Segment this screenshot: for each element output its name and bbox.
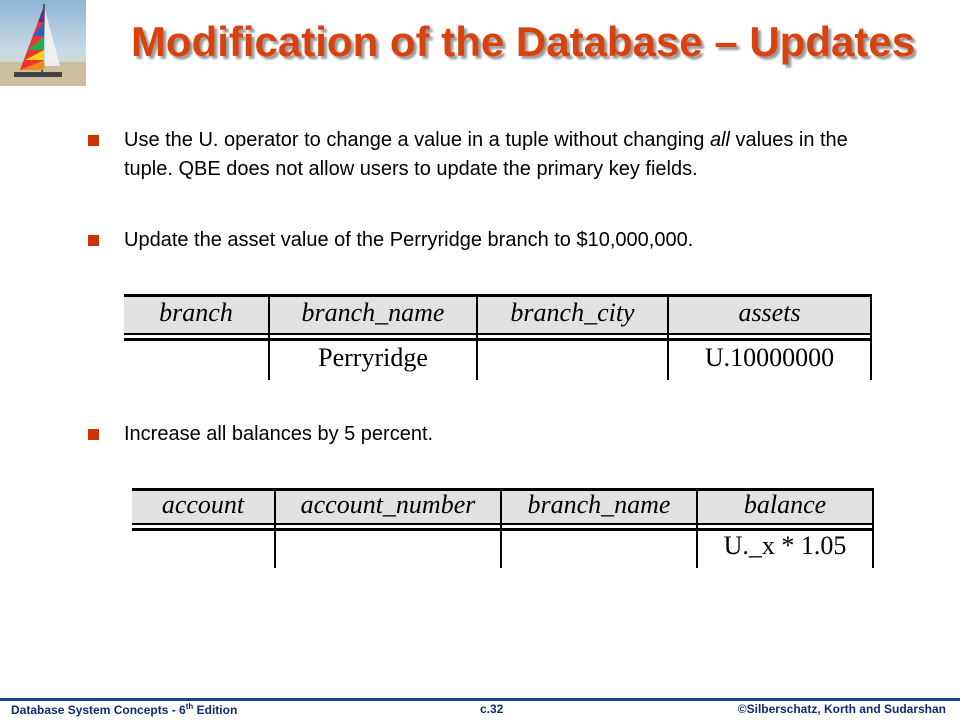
table-header-cell: account xyxy=(161,490,245,519)
bullet-text: Use the U. operator to change a value in a tuple without changing all values in the tuple. QBE does not allow users to update the primary key fields. xyxy=(124,129,848,180)
table-header-cell: branch xyxy=(159,298,233,327)
bullet-text: Update the asset value of the Perryridge branch to $10,000,000. xyxy=(124,229,694,251)
bullet-item xyxy=(88,126,858,184)
table-header-cell: account_number xyxy=(300,490,476,519)
square-bullet-icon xyxy=(88,429,99,440)
footer-rule xyxy=(0,698,960,701)
account-qbe-table xyxy=(132,488,874,568)
slide-title: Modification of the Database – Updates xyxy=(130,18,916,65)
table-cell: U._x * 1.05 xyxy=(723,531,847,560)
square-bullet-icon xyxy=(88,135,99,146)
sailboat-logo-image xyxy=(0,0,86,86)
branch-qbe-table xyxy=(124,294,872,380)
table-header-cell: branch_city xyxy=(510,298,635,327)
table-cell: U.10000000 xyxy=(704,343,835,372)
table-header-cell: branch_name xyxy=(301,298,445,327)
footer-copyright: ©Silberschatz, Korth and Sudarshan xyxy=(737,702,946,716)
table-cell: Perryridge xyxy=(318,343,428,372)
bullet-text: Increase all balances by 5 percent. xyxy=(124,423,434,445)
table-header-cell: balance xyxy=(743,490,827,519)
table-header-cell: branch_name xyxy=(527,490,671,519)
footer-book-title: Database System Concepts - 6th Edition xyxy=(11,702,238,717)
table-header-cell: assets xyxy=(738,298,801,327)
square-bullet-icon xyxy=(88,235,99,246)
slide-footer xyxy=(0,698,960,720)
footer-page-number: c.32 xyxy=(480,702,504,716)
bullet-item xyxy=(88,420,858,449)
bullet-item xyxy=(88,226,858,255)
